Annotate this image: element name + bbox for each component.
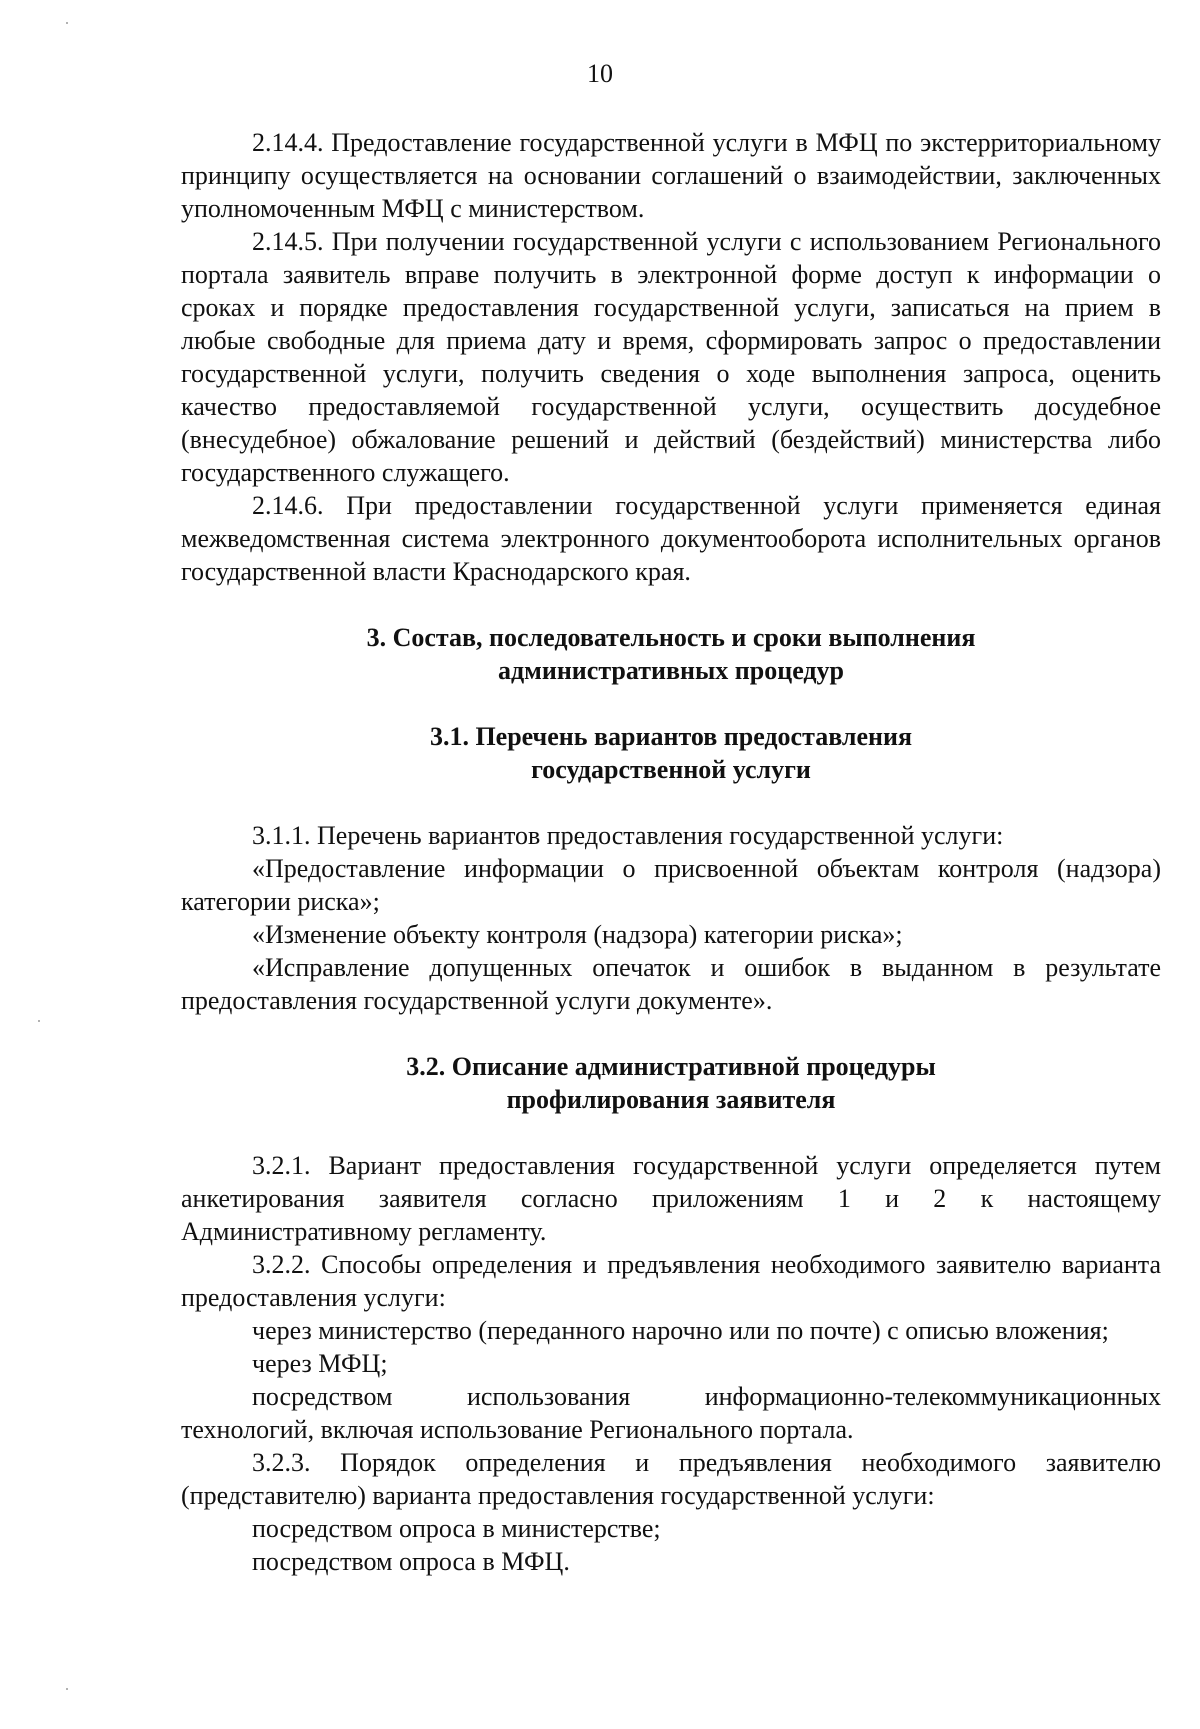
section-3-heading-line1: 3. Состав, последовательность и сроки выполнения (366, 623, 976, 652)
method-item-ministry: через министерство (переданного нарочно или по почте) с описью вложения; (252, 1316, 1109, 1345)
paragraph-3-2-1: 3.2.1. Вариант предоставления государственной услуги определяется путем анкетирования заявителя согласно приложениям 1 и 2 к настоящему Административному регламенту. (181, 1151, 1161, 1246)
paragraph-3-1-1: 3.1.1. Перечень вариантов предоставления государственной услуги: (252, 821, 1004, 850)
survey-item-mfc: посредством опроса в МФЦ. (252, 1547, 570, 1576)
method-item-mfc: через МФЦ; (252, 1349, 388, 1378)
section-3-heading-line2: административных процедур (497, 656, 845, 685)
scan-speck (66, 1688, 68, 1690)
section-3-1-heading (181, 720, 1161, 786)
section-3-2-heading-line1: 3.2. Описание административной процедуры (406, 1052, 936, 1081)
method-item-ict: посредством использования информационно-телекоммуникационных технологий, включая использование Регионального портала. (181, 1382, 1161, 1444)
section-3-1-heading-line2: государственной услуги (531, 755, 811, 784)
survey-item-ministry: посредством опроса в министерстве; (252, 1514, 661, 1543)
section-3-1-heading-line1: 3.1. Перечень вариантов предоставления (429, 722, 913, 751)
variant-item-2: «Изменение объекту контроля (надзора) категории риска»; (252, 920, 903, 949)
page-number: 10 (587, 59, 613, 88)
paragraph-2-14-5: 2.14.5. При получении государственной услуги с использованием Регионального портала заявитель вправе получить в электронной форме доступ к информации о сроках и порядке предоставления государственной услуги, записаться на прием в любые свободные для приема дату и время, сформировать запрос о предоставлении государственной услуги, получить сведения о ходе выполнения запроса, оценить качество предоставляемой государственной услуги, осуществить досудебное (внесудебное) обжалование решений и действий (бездействий) министерства либо государственного служащего. (181, 227, 1161, 487)
scan-speck (66, 22, 68, 24)
scan-speck (38, 1020, 40, 1022)
document-body (181, 126, 1161, 1578)
section-3-2-heading (181, 1050, 1161, 1116)
section-3-heading (181, 621, 1161, 687)
section-3-2-heading-line2: профилирования заявителя (506, 1085, 836, 1114)
paragraph-2-14-4: 2.14.4. Предоставление государственной услуги в МФЦ по экстерриториальному принципу осуществляется на основании соглашений о взаимодействии, заключенных уполномоченным МФЦ с министерством. (181, 128, 1161, 223)
variant-item-1: «Предоставление информации о присвоенной объектам контроля (надзора) категории риска»; (181, 854, 1161, 916)
variant-item-3: «Исправление допущенных опечаток и ошибок в выданном в результате предоставления государственной услуги документе». (181, 953, 1161, 1015)
paragraph-3-2-2: 3.2.2. Способы определения и предъявления необходимого заявителю варианта предоставления услуги: (181, 1250, 1161, 1312)
paragraph-3-2-3: 3.2.3. Порядок определения и предъявления необходимого заявителю (представителю) варианта предоставления государственной услуги: (181, 1448, 1161, 1510)
paragraph-2-14-6: 2.14.6. При предоставлении государственной услуги применяется единая межведомственная система электронного документооборота исполнительных органов государственной власти Краснодарского края. (181, 491, 1161, 586)
